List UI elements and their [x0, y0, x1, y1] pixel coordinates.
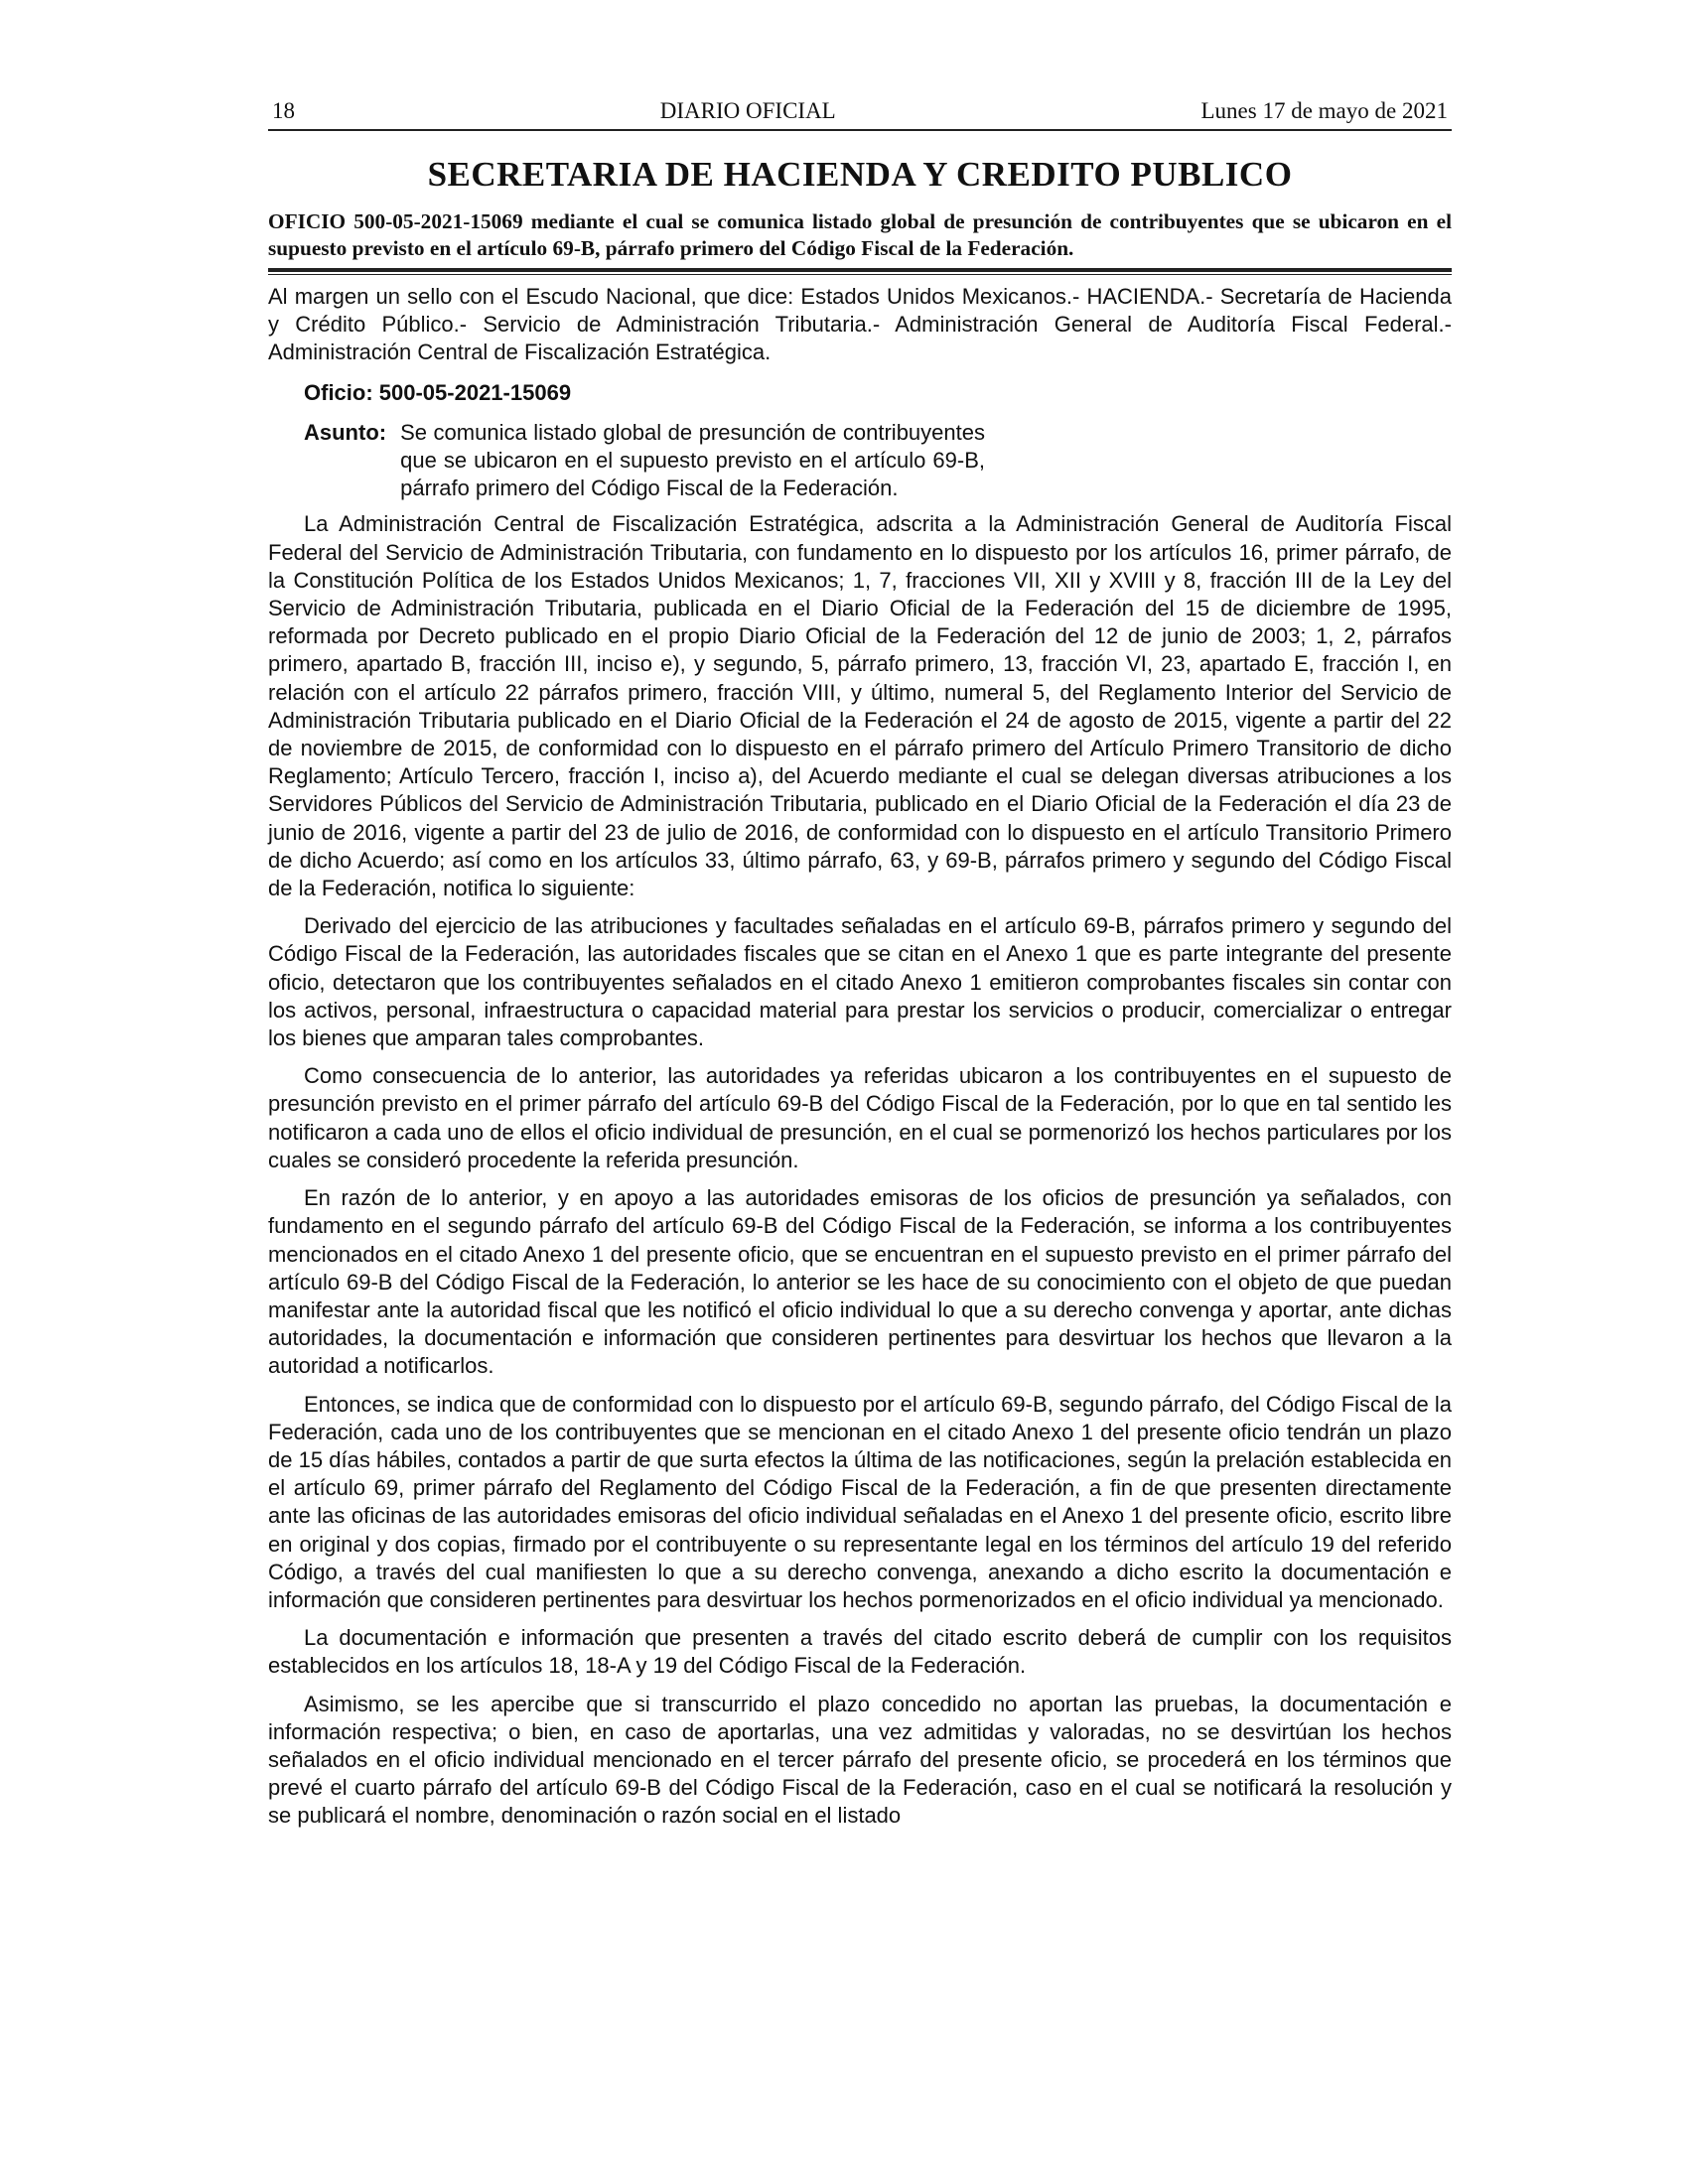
document-page — [268, 97, 1452, 1841]
asunto-text: Se comunica listado global de presunción de contribuyentes que se ubicaron en el supuesto previsto en el artículo 69-B, párrafo primero del Código Fiscal de la Federación. — [400, 419, 985, 501]
body-paragraph: La documentación e información que presenten a través del citado escrito deberá de cumplir con los requisitos establecidos en los artículos 18, 18-A y 19 del Código Fiscal de la Federación. — [268, 1625, 1452, 1679]
body-paragraph: Asimismo, se les apercibe que si transcurrido el plazo concedido no aportan las pruebas, la documentación e información respectiva; o bien, en caso de aportarlas, una vez admitidas y valoradas, no se desvirtúan los hechos señalados en el oficio individual mencionado en el tercer párrafo del presente oficio, se procederá en los términos que prevé el cuarto párrafo del artículo 69-B del Código Fiscal de la Federación, caso en el cual se notificará la resolución y se publicará el nombre, denominación o razón social en el listado — [268, 1691, 1452, 1829]
section-title: SECRETARIA DE HACIENDA Y CREDITO PUBLICO — [427, 155, 1293, 194]
oficio-title: OFICIO 500-05-2021-15069 mediante el cual se comunica listado global de presunción de contribuyentes que se ubicaron en el supuesto previsto en el artículo 69-B, párrafo primero del Código Fiscal de la Federación. — [268, 209, 1452, 260]
document-body — [268, 283, 1452, 1831]
body-paragraph: Como consecuencia de lo anterior, las autoridades ya referidas ubicaron a los contribuyentes en el supuesto de presunción previsto en el primer párrafo del artículo 69-B del Código Fiscal de la Federación, por lo que en tal sentido les notificaron a cada uno de ellos el oficio individual de presunción, en el cual se pormenorizó los hechos particulares por los cuales se consideró procedente la referida presunción. — [268, 1063, 1452, 1172]
publication-date: Lunes 17 de mayo de 2021 — [1200, 98, 1448, 123]
page-number: 18 — [272, 98, 295, 123]
title-divider — [268, 268, 1452, 275]
body-paragraph: Entonces, se indica que de conformidad con lo dispuesto por el artículo 69-B, segundo párrafo, del Código Fiscal de la Federación, cada uno de los contribuyentes que se mencionan en el citado Anexo 1 del presente oficio tendrán un plazo de 15 días hábiles, contados a partir de que surta efectos la última de las notificaciones, según la prelación establecida en el artículo 69, primer párrafo del Reglamento del Código Fiscal de la Federación, a fin de que presenten directamente ante las oficinas de las autoridades emisoras del oficio individual señaladas en el Anexo 1 del presente oficio, escrito libre en original y dos copias, firmado por el contribuyente o su representante legal en los términos del artículo 19 del referido Código, a través del cual manifiesten lo que a su derecho convenga, anexando a dicho escrito la documentación e información que consideren pertinentes para desvirtuar los hechos pormenorizados en el oficio individual ya mencionado. — [268, 1391, 1452, 1612]
body-paragraph: En razón de lo anterior, y en apoyo a las autoridades emisoras de los oficios de presunción ya señalados, con fundamento en el segundo párrafo del artículo 69-B del Código Fiscal de la Federación, se informa a los contribuyentes mencionados en el citado Anexo 1 del presente oficio, que se encuentran en el supuesto previsto en el primer párrafo del artículo 69-B del Código Fiscal de la Federación, lo anterior se les hace de su conocimiento con el objeto de que puedan manifestar ante la autoridad fiscal que les notificó el oficio individual lo que a su derecho convenga y aportar, ante dichas autoridades, la documentación e información que consideren pertinentes para desvirtuar los hechos que llevaron a la autoridad a notificarlos. — [268, 1185, 1452, 1379]
oficio-number: Oficio: 500-05-2021-15069 — [304, 379, 572, 405]
asunto-label: Asunto: — [304, 419, 387, 445]
running-header — [268, 97, 1452, 131]
margin-note: Al margen un sello con el Escudo Nacional, que dice: Estados Unidos Mexicanos.- HACIENDA.- Secretaría de Hacienda y Crédito Público.- Servicio de Administración Tributaria.- Administración General de Auditoría Fiscal Federal.- Administración Central de Fiscalización Estratégica. — [268, 284, 1452, 365]
publication-name: DIARIO OFICIAL — [659, 98, 836, 123]
asunto-block — [304, 419, 985, 503]
body-paragraph: La Administración Central de Fiscalización Estratégica, adscrita a la Administración General de Auditoría Fiscal Federal del Servicio de Administración Tributaria, con fundamento en lo dispuesto por los artículos 16, primer párrafo, de la Constitución Política de los Estados Unidos Mexicanos; 1, 7, fracciones VII, XII y XVIII y 8, fracción III de la Ley del Servicio de Administración Tributaria, publicada en el Diario Oficial de la Federación del 15 de diciembre de 1995, reformada por Decreto publicado en el propio Diario Oficial de la Federación del 12 de junio de 2003; 1, 2, párrafos primero, apartado B, fracción III, inciso e), y segundo, 5, párrafo primero, 13, fracción VI, 23, apartado E, fracción I, en relación con el artículo 22 párrafos primero, fracción VIII, y último, numeral 5, del Reglamento Interior del Servicio de Administración Tributaria publicado en el Diario Oficial de la Federación el 24 de agosto de 2015, vigente a partir del 22 de noviembre de 2015, de conformidad con lo dispuesto en el párrafo primero del Artículo Primero Transitorio de dicho Reglamento; Artículo Tercero, fracción I, inciso a), del Acuerdo mediante el cual se delegan diversas atribuciones a los Servidores Públicos del Servicio de Administración Tributaria, publicado en el Diario Oficial de la Federación el día 23 de junio de 2016, vigente a partir del 23 de julio de 2016, de conformidad con lo dispuesto en el artículo Transitorio Primero de dicho Acuerdo; así como en los artículos 33, último párrafo, 63, y 69-B, párrafos primero y segundo del Código Fiscal de la Federación, notifica lo siguiente: — [268, 511, 1452, 901]
body-paragraph: Derivado del ejercicio de las atribuciones y facultades señaladas en el artículo 69-B, párrafos primero y segundo del Código Fiscal de la Federación, las autoridades fiscales que se citan en el Anexo 1 que es parte integrante del presente oficio, detectaron que los contribuyentes señalados en el citado Anexo 1 emitieron comprobantes fiscales sin contar con los activos, personal, infraestructura o capacidad material para prestar los servicios o producir, comercializar o entregar los bienes que amparan tales comprobantes. — [268, 913, 1452, 1051]
